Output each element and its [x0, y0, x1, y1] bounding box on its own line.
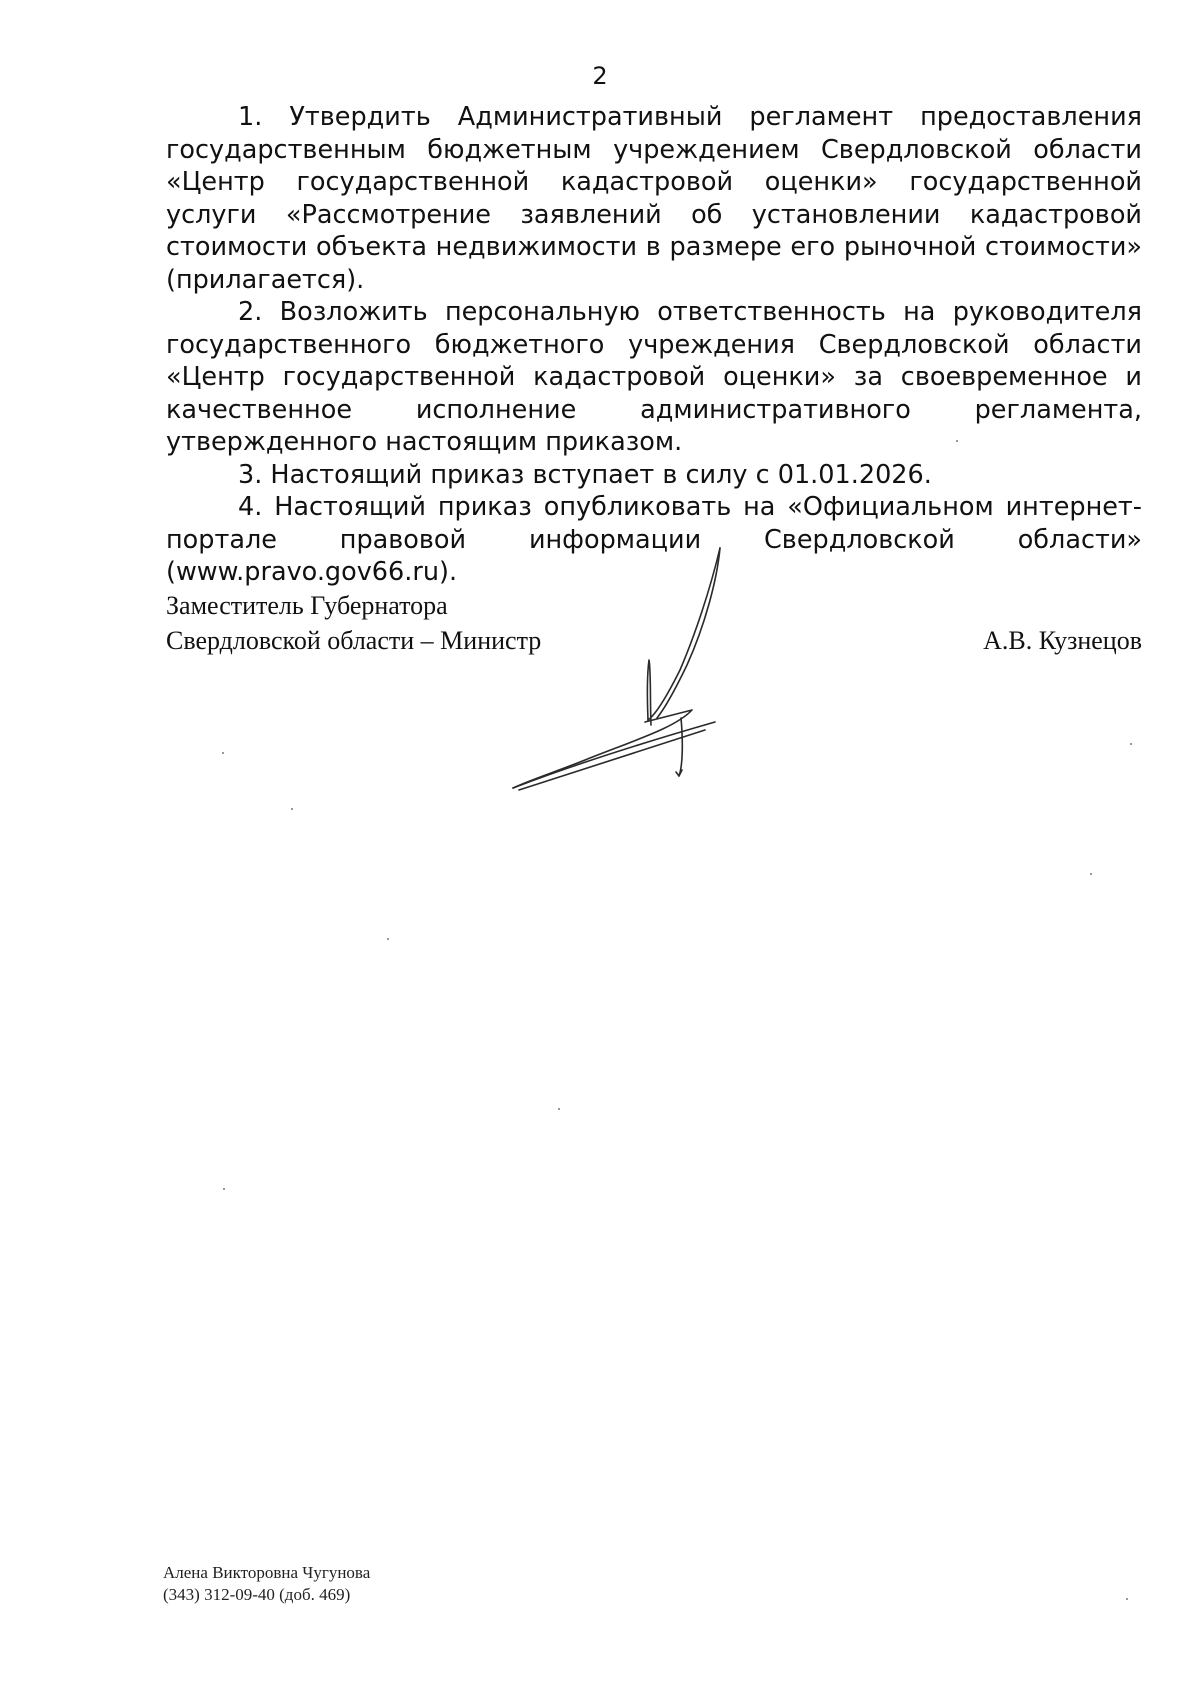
executor-phone: (343) 312-09-40 (доб. 469): [163, 1585, 351, 1604]
paragraph-2: 2. Возложить персональную ответственность на руководителя государственного бюджетного учреждения Свердловской области «Центр государственной кадастровой оценки» за своевременное и качественное исполнение административного регламента, утвержденного настоящим приказом.: [166, 297, 1142, 457]
scan-speck: [956, 440, 958, 442]
scan-speck: [223, 1188, 225, 1190]
paragraph-4: 4. Настоящий приказ опубликовать на «Официальном интернет-портале правовой информации Свердловской области» (www.pravo.gov66.ru).: [166, 492, 1142, 587]
paragraph-3: 3. Настоящий приказ вступает в силу с 01.01.2026.: [238, 459, 932, 490]
scan-speck: [291, 808, 293, 810]
scan-speck: [222, 752, 224, 754]
paragraph-1: 1. Утвердить Административный регламент предоставления государственным бюджетным учреждением Свердловской области «Центр государственной кадастровой оценки» государственной услуги «Рассмотрение заявлений об установлении кадастровой стоимости объекта недвижимости в размере его рыночной стоимости» (прилагается).: [166, 102, 1142, 295]
executor-contact: [163, 1562, 370, 1606]
order-body: [166, 101, 1142, 589]
scan-speck: [1130, 743, 1132, 745]
signatory-name: А.В. Кузнецов: [983, 626, 1142, 655]
signatory-position-line-2: Свердловской области – Министр: [166, 626, 542, 655]
scan-speck: [1126, 1598, 1128, 1600]
executor-name: Алена Викторовна Чугунова: [163, 1563, 371, 1582]
scan-speck: [558, 1108, 560, 1110]
scan-speck: [1090, 873, 1092, 875]
handwritten-signature: [505, 540, 775, 830]
signatory-position-line-1: Заместитель Губернатора: [166, 591, 448, 620]
scan-speck: [387, 938, 389, 940]
signatory-position: [166, 588, 541, 658]
page-number: 2: [592, 62, 608, 90]
